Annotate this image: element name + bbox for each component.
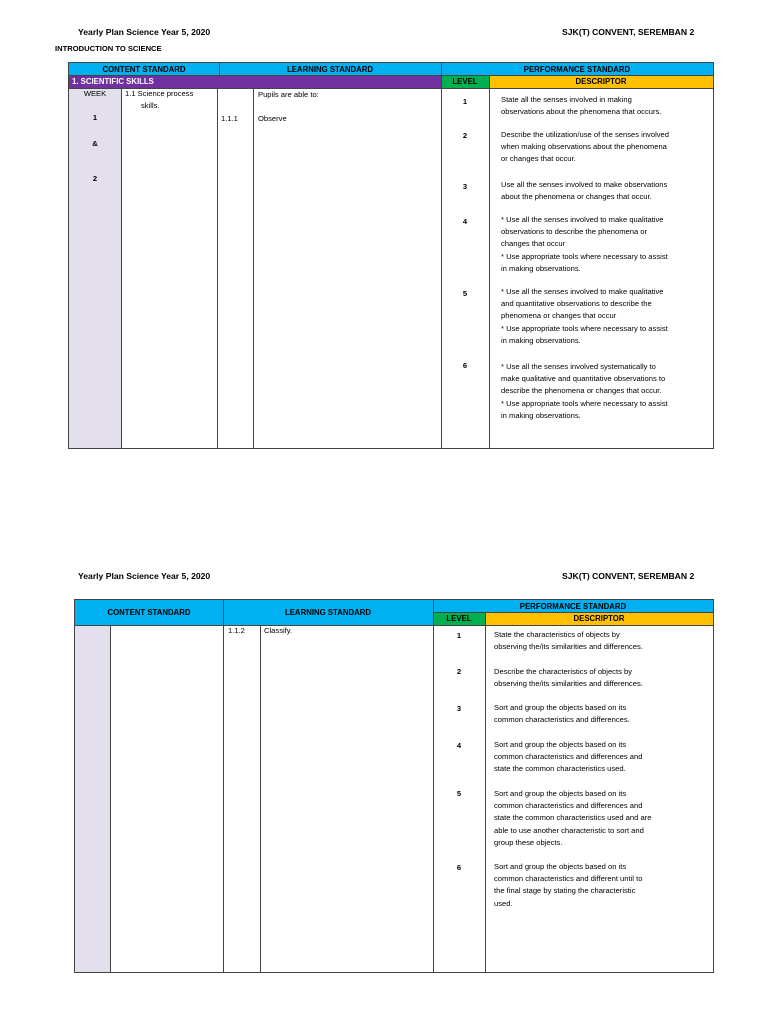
week-column-shade	[75, 625, 110, 972]
col-content-standard: CONTENT STANDARD	[75, 600, 223, 625]
learning-standard-item: Observe	[258, 114, 287, 123]
week-2: 2	[92, 174, 98, 183]
plan-table-2	[74, 599, 714, 973]
page-2-header-right: SJK(T) CONVENT, SEREMBAN 2	[562, 571, 695, 581]
level-number: 4	[456, 741, 462, 750]
level-descriptor: * Use all the senses involved systematically to make qualitative and quantitative observations to describe the phenomena or changes that occur. * Use appropriate tools where necessary to assist in making observations.	[501, 362, 668, 420]
level-number: 3	[456, 704, 462, 713]
page-2-header-left: Yearly Plan Science Year 5, 2020	[78, 571, 211, 581]
strand-label: 1. SCIENTIFIC SKILLS	[69, 75, 441, 88]
level-descriptor: State the characteristics of objects by observing the/its similarities and differences.	[494, 630, 643, 652]
col-performance-standard: PERFORMANCE STANDARD	[433, 600, 713, 612]
col-performance-standard: PERFORMANCE STANDARD	[441, 63, 713, 75]
learning-standard-item: Classify.	[264, 626, 293, 635]
learning-standard-intro: Pupils are able to:	[258, 90, 319, 99]
level-descriptor: Sort and group the objects based on its common characteristics and differences and state the common characteristics used.	[494, 740, 643, 774]
content-standard-line-2: skills.	[141, 101, 160, 110]
col-descriptor: DESCRIPTOR	[485, 612, 713, 625]
level-number: 4	[462, 217, 468, 226]
level-descriptor: Use all the senses involved to make observations about the phenomena or changes that occur.	[501, 180, 668, 202]
learning-standard-code: 1.1.2	[228, 626, 245, 635]
level-descriptor: Sort and group the objects based on its common characteristics and differences.	[494, 703, 630, 725]
level-descriptor: Sort and group the objects based on its common characteristics and different until to the final stage by stating the characteristic used.	[494, 862, 643, 908]
col-content-standard: CONTENT STANDARD	[69, 63, 219, 75]
col-level: LEVEL	[441, 75, 489, 88]
level-number: 5	[456, 789, 462, 798]
level-number: 6	[456, 863, 462, 872]
level-descriptor: Sort and group the objects based on its common characteristics and differences and state the common characteristics used and are able to use another characteristic to sort and group these objects.	[494, 789, 652, 847]
col-descriptor: DESCRIPTOR	[489, 75, 713, 88]
level-descriptor: Describe the utilization/use of the senses involved when making observations about the phenomena or changes that occur.	[501, 130, 670, 164]
level-descriptor: * Use all the senses involved to make qualitative observations to describe the phenomena or changes that occur * Use appropriate tools where necessary to assist in making observations.	[501, 215, 668, 273]
level-number: 2	[462, 131, 468, 140]
learning-standard-code: 1.1.1	[221, 114, 238, 123]
plan-table-1	[68, 62, 714, 449]
level-number: 1	[456, 631, 462, 640]
page-1-header-right: SJK(T) CONVENT, SEREMBAN 2	[562, 27, 695, 37]
level-descriptor: * Use all the senses involved to make qualitative and quantitative observations to describe the phenomena or changes that occur * Use appropriate tools where necessary to assist in making observations.	[501, 287, 668, 345]
level-number: 3	[462, 182, 468, 191]
week-1: 1	[92, 113, 98, 122]
col-learning-standard: LEARNING STANDARD	[223, 600, 433, 625]
level-number: 2	[456, 667, 462, 676]
level-number: 5	[462, 289, 468, 298]
level-number: 6	[462, 361, 468, 370]
level-descriptor: State all the senses involved in making observations about the phenomena that occurs.	[501, 95, 662, 117]
level-descriptor: Describe the characteristics of objects by observing the/its similarities and differences.	[494, 667, 643, 689]
section-title: INTRODUCTION TO SCIENCE	[55, 44, 162, 53]
page-1-header-left: Yearly Plan Science Year 5, 2020	[78, 27, 211, 37]
level-number: 1	[462, 97, 468, 106]
week-ampersand: &	[92, 139, 98, 148]
week-label: WEEK	[83, 89, 107, 98]
col-level: LEVEL	[433, 612, 485, 625]
col-learning-standard: LEARNING STANDARD	[219, 63, 441, 75]
content-standard-line-1: 1.1 Science process	[125, 89, 194, 98]
